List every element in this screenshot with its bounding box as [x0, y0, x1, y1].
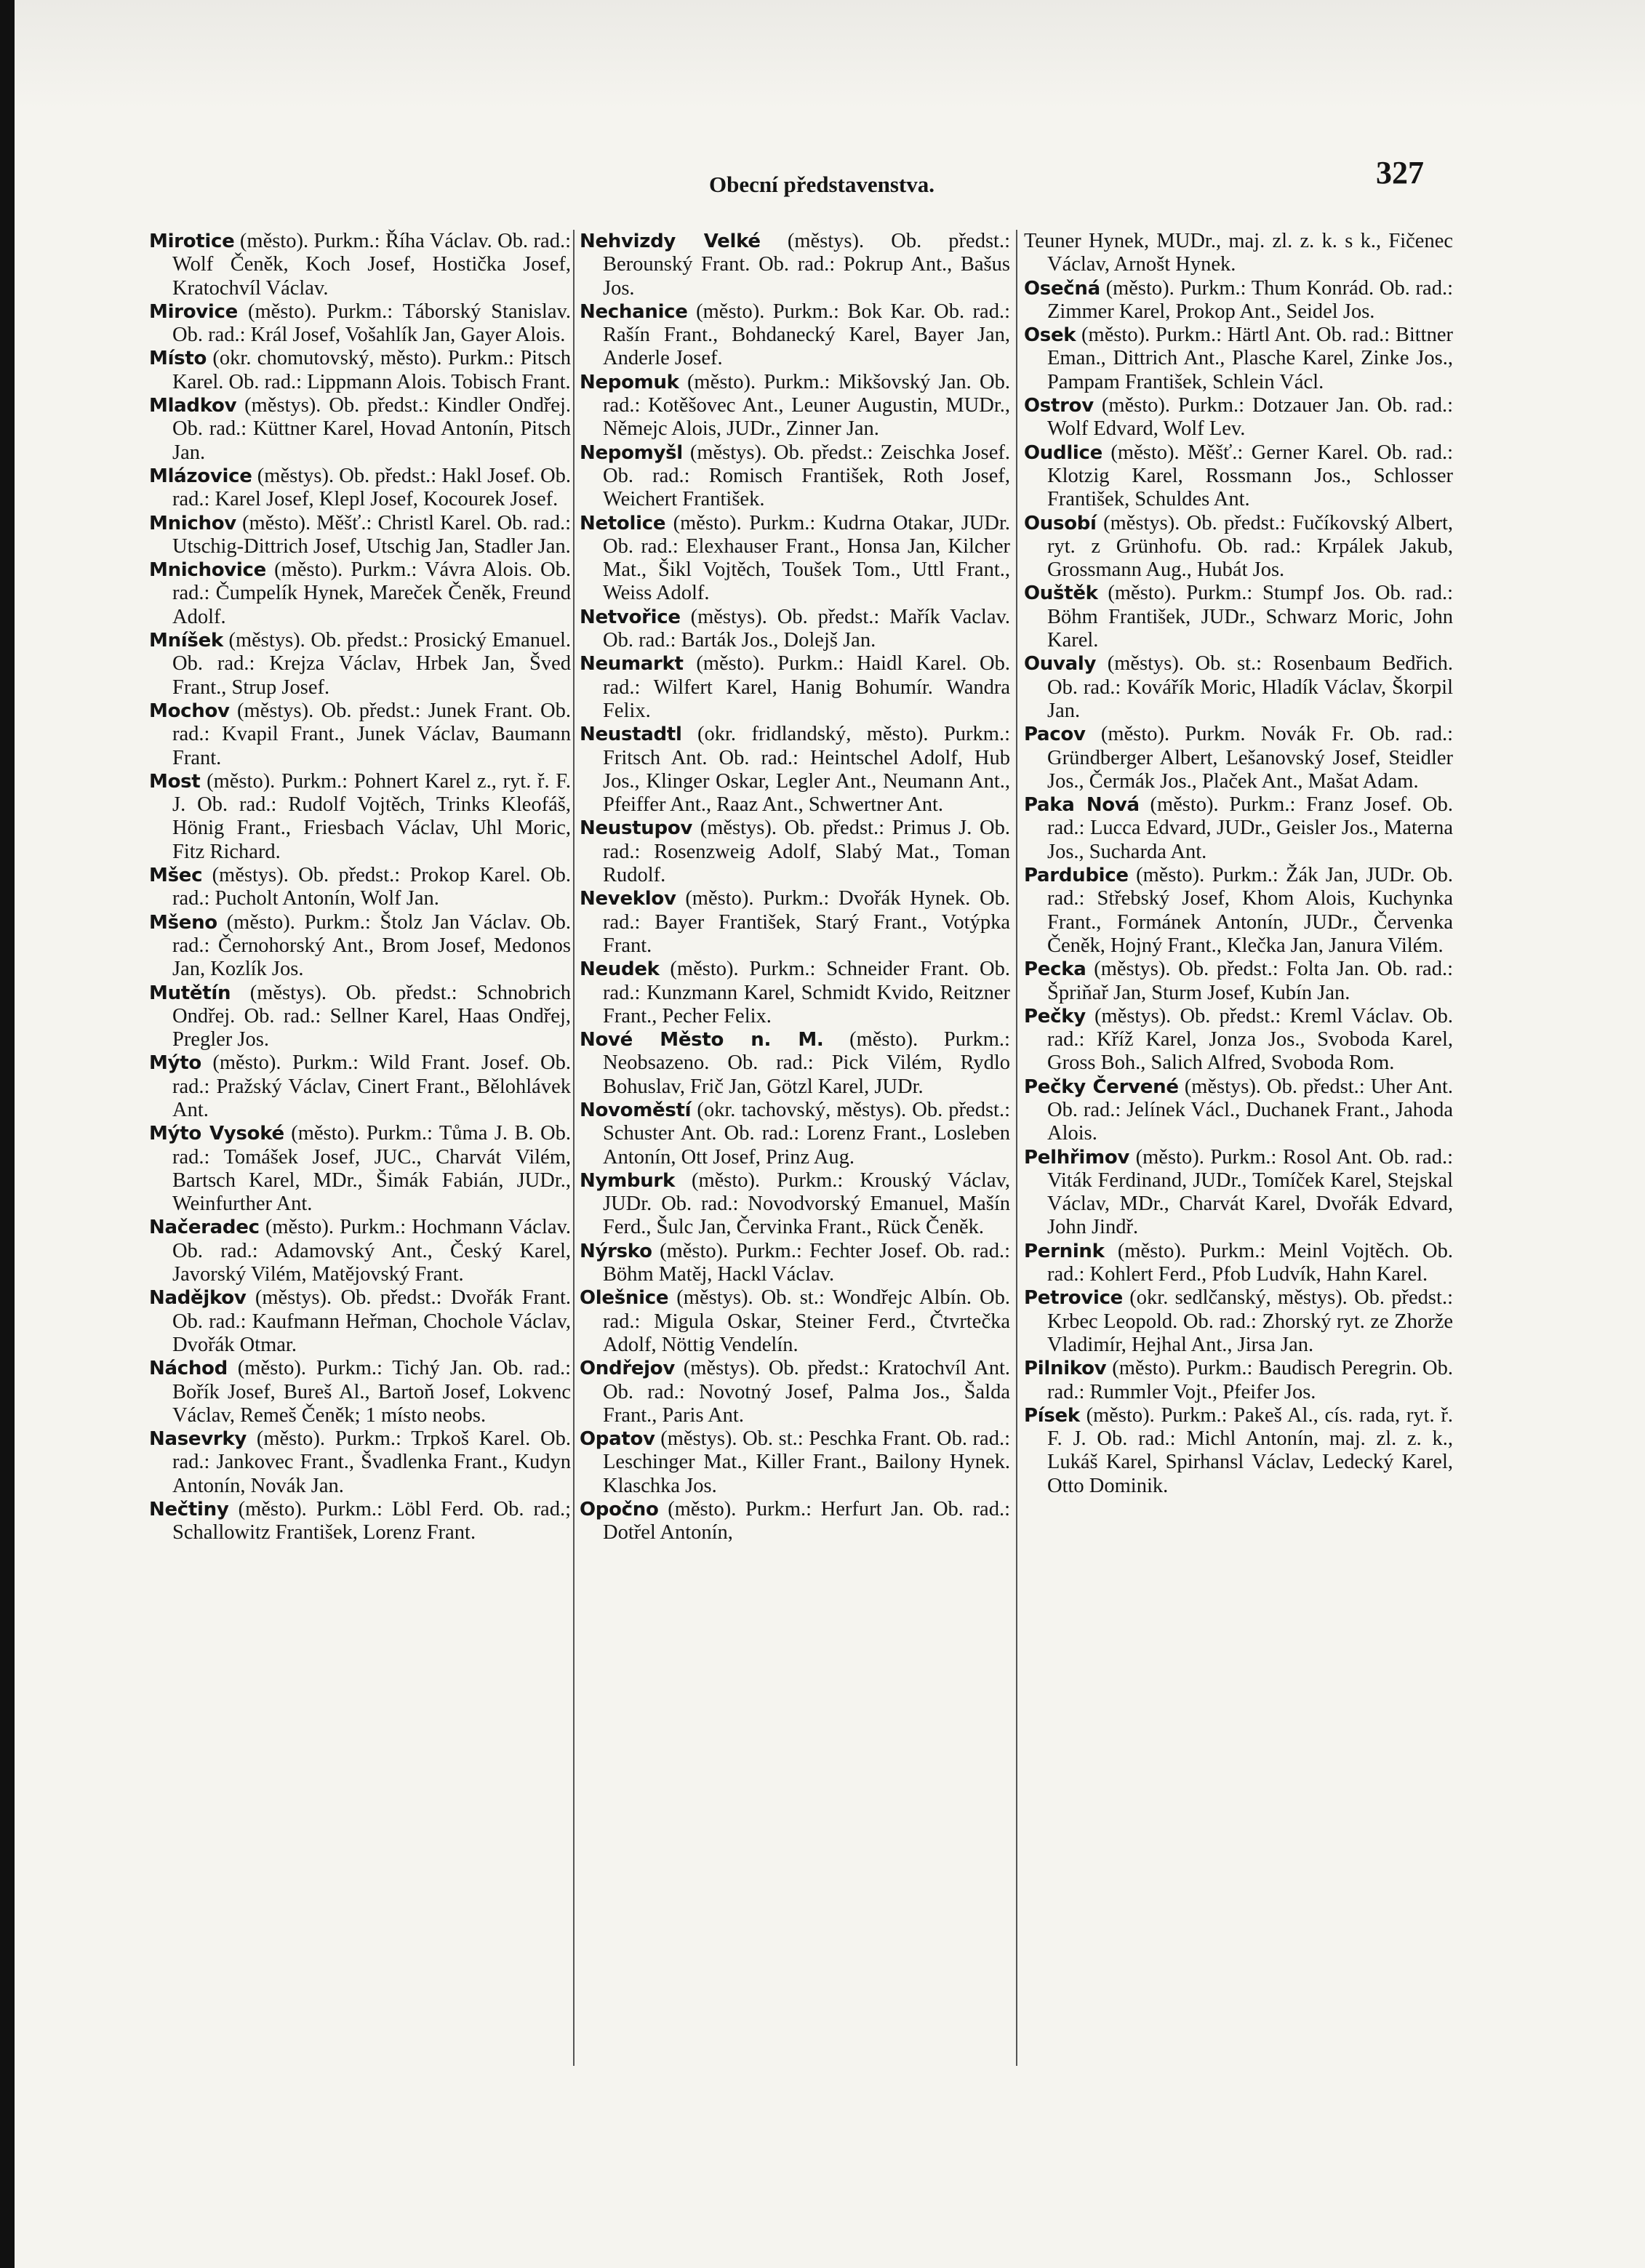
directory-entry [149, 700, 571, 770]
directory-entry [580, 1357, 1010, 1427]
column-2 [580, 230, 1010, 1545]
entry-text: (město). Měšť.: Gerner Karel. Ob. rad.: Klotzig Karel, Rossmann Jos., Schlosser František, Schuldes Ant. [1047, 441, 1453, 511]
directory-entry [1024, 512, 1453, 582]
entry-text: (okr. sedlčanský, městys). Ob. předst.: Krbec Leopold. Ob. rad.: Zhorský ryt. ze Zhorže Vladimír, Hejhal Ant., Jirsa Jan. [1047, 1286, 1453, 1356]
entry-text: (městys). Ob. předst.: Berounský Frant. Ob. rad.: Pokrup Ant., Bašus Jos. [603, 230, 1010, 300]
entry-text: (město). Purkm.: Dotzauer Jan. Ob. rad.: Wolf Edvard, Wolf Lev. [1047, 394, 1453, 441]
entry-text: (město). Purkm.: Haidl Karel. Ob. rad.: Wilfert Karel, Hanig Bohumír. Wandra Felix. [603, 652, 1010, 722]
place-name: Mnichov [149, 512, 236, 534]
entry-text: (město). Purkm.: Franz Josef. Ob. rad.: Lucca Edvard, JUDr., Geisler Jos., Materna Jos., Sucharda Ant. [1047, 793, 1453, 863]
place-name: Nasevrky [149, 1428, 247, 1451]
directory-entry [149, 864, 571, 911]
entry-text: (město). Purkm.: Říha Václav. Ob. rad.: Wolf Čeněk, Koch Josef, Hostička Josef, Kratochvíl Václav. [172, 230, 571, 300]
directory-entry [1024, 1146, 1453, 1240]
entry-text: (městys). Ob. st.: Wondřejc Albín. Ob. rad.: Migula Oskar, Steiner Ferd., Čtvrtečka Adolf, Nöttig Vendelín. [603, 1286, 1010, 1356]
directory-entry [580, 300, 1010, 371]
entry-text: (město). Purkm.: Bok Kar. Ob. rad.: Rašín Frant., Bohdanecký Karel, Bayer Jan, Anderle Josef. [603, 300, 1010, 370]
entry-text: (městys). Ob. předst.: Zeischka Josef. Ob. rad.: Romisch František, Roth Josef, Weichert František. [603, 441, 1010, 511]
place-name: Olešnice [580, 1287, 669, 1310]
place-name: Pacov [1024, 724, 1086, 746]
directory-entry [149, 230, 571, 300]
entry-text: Teuner Hynek, MUDr., maj. zl. z. k. s k., Fičenec Václav, Arnošt Hynek. [1024, 230, 1453, 276]
place-name: Osek [1024, 324, 1076, 347]
directory-entry [580, 441, 1010, 512]
column-1 [149, 230, 571, 1545]
entry-text: (město). Purkm.: Stumpf Jos. Ob. rad.: Böhm František, JUDr., Schwarz Moric, John Karel. [1047, 582, 1453, 652]
directory-entry [580, 887, 1010, 958]
place-name: Ostrov [1024, 395, 1094, 417]
entry-text: (městys). Ob. předst.: Prokop Karel. Ob. rad.: Pucholt Antonín, Wolf Jan. [172, 864, 571, 910]
directory-entry [149, 347, 571, 394]
place-name: Místo [149, 348, 207, 370]
directory-entry [149, 629, 571, 700]
place-name: Ousobí [1024, 512, 1097, 534]
place-name: Pelhřimov [1024, 1146, 1130, 1169]
directory-entry [1024, 1075, 1453, 1146]
entry-text: (městys). Ob. st.: Peschka Frant. Ob. rad.: Leschinger Mat., Killer Frant., Bailony Hynek. Klaschka Jos. [603, 1427, 1010, 1497]
directory-entry [1024, 1404, 1453, 1498]
entry-text: (městys). Ob. předst.: Kindler Ondřej. Ob. rad.: Küttner Karel, Hovad Antonín, Pitsch Jan. [172, 394, 571, 464]
column-divider [1016, 230, 1017, 2066]
place-name: Neudek [580, 958, 660, 981]
place-name: Opočno [580, 1499, 659, 1521]
directory-entry [149, 1122, 571, 1216]
place-name: Novoměstí [580, 1099, 692, 1121]
place-name: Pečky [1024, 1005, 1086, 1027]
directory-entry [149, 1051, 571, 1122]
entry-text: (město). Purkm.: Meinl Vojtěch. Ob. rad.: Kohlert Ferd., Pfob Ludvík, Hahn Karel. [1047, 1239, 1453, 1286]
entry-text: (město). Purkm.: Dvořák Hynek. Ob. rad.: Bayer František, Starý Frant., Votýpka Frant. [603, 887, 1010, 957]
directory-entry [580, 652, 1010, 723]
directory-entry [580, 1498, 1010, 1545]
place-name: Pernink [1024, 1240, 1105, 1262]
place-name: Mutětín [149, 982, 231, 1004]
directory-entry [1024, 793, 1453, 864]
directory-entry [1024, 723, 1453, 793]
entry-text: (okr. tachovský, městys). Ob. předst.: Schuster Ant. Ob. rad.: Lorenz Frant., Losleben Antonín, Ott Josef, Prinz Aug. [603, 1098, 1010, 1169]
place-name: Neumarkt [580, 653, 684, 676]
entry-text: (město). Purkm.: Táborský Stanislav. Ob. rad.: Král Josef, Vošahlík Jan, Gayer Alois. [172, 300, 571, 347]
directory-entry [149, 982, 571, 1052]
place-name: Ouštěk [1024, 582, 1098, 605]
directory-entry [1024, 582, 1453, 652]
directory-entry [149, 558, 571, 629]
entry-text: (městys). Ob. předst.: Kratochvíl Ant. Ob. rad.: Novotný Josef, Palma Jos., Šalda Frant., Paris Ant. [603, 1357, 1010, 1427]
entry-text: (městys). Ob. předst.: Uher Ant. Ob. rad.: Jelínek Václ., Duchanek Frant., Jahoda Alois. [1047, 1075, 1454, 1145]
entry-text: (město). Purkm.: Pohnert Karel z., ryt. ř. F. J. Ob. rad.: Rudolf Vojtěch, Trinks Kleofáš, Hönig Frant., Friesbach Václav, Uhl Moric, Fitz Richard. [172, 769, 571, 863]
entry-text: (město). Purkm.: Tichý Jan. Ob. rad.: Bořík Josef, Bureš Al., Bartoň Josef, Lokvenc Václav, Remeš Čeněk; 1 místo neobs. [172, 1357, 571, 1427]
directory-entry [1024, 441, 1453, 512]
entry-text: (městys). Ob. předst.: Folta Jan. Ob. rad.: Špriňař Jan, Sturm Josef, Kubín Jan. [1047, 958, 1453, 1004]
directory-entry [1024, 1357, 1453, 1404]
place-name: Načeradec [149, 1217, 260, 1239]
directory-entry [580, 512, 1010, 606]
column-divider [573, 230, 575, 2066]
entry-text: (městys). Ob. předst.: Junek Frant. Ob. rad.: Kvapil Frant., Junek Václav, Baumann Frant. [172, 699, 571, 769]
entry-text: (městys). Ob. předst.: Dvořák Frant. Ob. rad.: Kaufmann Heřman, Chochole Václav, Dvořák Otmar. [172, 1286, 571, 1356]
entry-text: (město). Purkm.: Mikšovský Jan. Ob. rad.: Kotěšovec Ant., Leuner Augustin, MUDr., Němejc Alois, JUDr., Zinner Jan. [603, 370, 1010, 441]
directory-entry [149, 1427, 571, 1498]
entry-text: (město). Purkm.: Härtl Ant. Ob. rad.: Bittner Eman., Dittrich Ant., Plasche Karel, Zinke Jos., Pampam František, Schlein Václ. [1047, 324, 1453, 393]
directory-entry [580, 230, 1010, 300]
place-name: Náchod [149, 1358, 228, 1380]
scan-edge [0, 0, 15, 2268]
directory-entry [149, 512, 571, 559]
entry-text: (město). Měšť.: Christl Karel. Ob. rad.: Utschig-Dittrich Josef, Utschig Jan, Stadler Jan. [172, 511, 571, 558]
place-name: Pecka [1024, 958, 1086, 981]
entry-text: (město). Purkm.: Hochmann Václav. Ob. rad.: Adamovský Ant., Český Karel, Javorský Vilém, Matějovský Frant. [172, 1216, 571, 1286]
entry-text: (město). Purkm.: Kudrna Otakar, JUDr. Ob. rad.: Elexhauser Frant., Honsa Jan, Kilcher Mat., Šikl Vojtěch, Toušek Tom., Uttl Frant., Weiss Adolf. [603, 511, 1010, 605]
entry-text: (město). Purkm.: Baudisch Peregrin. Ob. rad.: Rummler Vojt., Pfeifer Jos. [1047, 1357, 1453, 1403]
place-name: Neustupov [580, 817, 693, 840]
place-name: Nečtiny [149, 1499, 229, 1521]
place-name: Opatov [580, 1428, 655, 1451]
place-name: Nechanice [580, 300, 688, 323]
place-name: Petrovice [1024, 1287, 1124, 1310]
directory-entry [580, 723, 1010, 817]
place-name: Netolice [580, 512, 666, 534]
entry-text: (město). Purkm.: Neobsazeno. Ob. rad.: Pick Vilém, Rydlo Bohuslav, Frič Jan, Götzl Karel, JUDr. [603, 1028, 1010, 1098]
place-name: Mladkov [149, 395, 237, 417]
place-name: Mirotice [149, 231, 235, 252]
directory-entry [580, 1028, 1010, 1099]
place-name: Pardubice [1024, 865, 1129, 887]
directory-entry [580, 1099, 1010, 1169]
entry-text: (město). Purkm. Novák Fr. Ob. rad.: Gründberger Albert, Lešanovský Josef, Steidler Jos., Čermák Jos., Plaček Ant., Mašat Adam. [1047, 723, 1453, 793]
entry-text: (okr. fridlandský, město). Purkm.: Fritsch Ant. Ob. rad.: Heintschel Adolf, Hub Jos., Klinger Oskar, Legler Ant., Neumann Ant., Pfeiffer Ant., Raaz Ant., Schwertner Ant. [603, 723, 1010, 817]
place-name: Osečná [1024, 277, 1100, 300]
entry-text: (městys). Ob. předst.: Schnobrich Ondřej. Ob. rad.: Sellner Karel, Haas Ondřej, Pregler Jos. [172, 981, 571, 1051]
entry-text: (městys). Ob. předst.: Hakl Josef. Ob. rad.: Karel Josef, Klepl Josef, Kocourek Josef. [172, 464, 571, 511]
page-title: Obecní představenstva. [709, 172, 934, 197]
directory-entry [149, 300, 571, 348]
place-name: Mšeno [149, 911, 217, 934]
directory-entry [1024, 394, 1453, 441]
entry-text: (město). Purkm.: Löbl Ferd. Ob. rad.; Schallowitz František, Lorenz Frant. [172, 1498, 571, 1544]
entry-text: (město). Purkm.: Rosol Ant. Ob. rad.: Viták Ferdinand, JUDr., Tomíček Karel, Stejskal Václav, MDr., Charvát Karel, Dvořák Edvard, John Jindř. [1047, 1145, 1453, 1239]
place-name: Nýrsko [580, 1240, 652, 1262]
directory-entry [580, 606, 1010, 653]
place-name: Mýto [149, 1052, 201, 1075]
directory-entry [149, 394, 571, 465]
directory-entry [1024, 1286, 1453, 1357]
entry-text: (městys). Ob. předst.: Prosický Emanuel. Ob. rad.: Krejza Václav, Hrbek Jan, Šved Frant., Strup Josef. [172, 629, 571, 699]
directory-entry [1024, 958, 1453, 1005]
entry-text: (městys). Ob. předst.: Primus J. Ob. rad.: Rosenzweig Adolf, Slabý Mat., Toman Rudolf. [603, 817, 1010, 887]
entry-text: (město). Purkm.: Štolz Jan Václav. Ob. rad.: Černohorský Ant., Brom Josef, Medonos Jan, Kozlík Jos. [172, 910, 571, 981]
place-name: Mnichovice [149, 559, 266, 582]
directory-entry [149, 465, 571, 512]
directory-entry [149, 770, 571, 864]
place-name: Ouvaly [1024, 653, 1097, 676]
directory-entry [149, 1357, 571, 1427]
place-name: Mirovice [149, 300, 238, 323]
place-name: Mýto Vysoké [149, 1123, 284, 1145]
directory-entry [1024, 324, 1453, 394]
entry-text: (město). Purkm.: Trpkoš Karel. Ob. rad.: Jankovec Frant., Švadlenka Frant., Kudyn Antonín, Novák Jan. [172, 1427, 571, 1497]
directory-entry [149, 1286, 571, 1357]
place-name: Nehvizdy Velké [580, 231, 761, 252]
directory-entry [1024, 652, 1453, 723]
entry-text: (město). Purkm.: Vávra Alois. Ob. rad.: Čumpelík Hynek, Mareček Čeněk, Freund Adolf. [172, 558, 571, 628]
entry-text: (město). Purkm.: Tůma J. B. Ob. rad.: Tomášek Josef, JUC., Charvát Vilém, Bartsch Karel, MDr., Šimák Fabián, JUDr., Weinfurther Ant. [172, 1122, 571, 1216]
place-name: Písek [1024, 1404, 1080, 1427]
entry-text: (okr. chomutovský, město). Purkm.: Pitsch Karel. Ob. rad.: Lippmann Alois. Tobisch Frant. [172, 347, 571, 393]
page-number: 327 [1376, 155, 1424, 191]
column-3 [1024, 230, 1453, 1498]
place-name: Mochov [149, 700, 230, 722]
place-name: Mlázovice [149, 465, 252, 487]
directory-entry [1024, 277, 1453, 324]
entry-text: (město). Purkm.: Fechter Josef. Ob. rad.: Böhm Matěj, Hackl Václav. [603, 1239, 1010, 1286]
entry-text: (město). Purkm.: Schneider Frant. Ob. rad.: Kunzmann Karel, Schmidt Kvido, Reitzner Frant., Pecher Felix. [603, 958, 1010, 1027]
directory-entry [580, 371, 1010, 441]
directory-entry [149, 1498, 571, 1545]
entry-text: (město). Purkm.: Žák Jan, JUDr. Ob. rad.: Střebský Josef, Khom Alois, Kuchynka Frant., Formánek Antonín, JUDr., Červenka Čeněk, Hojný Frant., Klečka Jan, Janura Vilém. [1047, 864, 1453, 957]
directory-entry [1024, 864, 1453, 958]
place-name: Paka Nová [1024, 794, 1140, 817]
directory-entry [580, 1286, 1010, 1357]
directory-entry [580, 1169, 1010, 1240]
entry-text: (město). Purkm.: Krouský Václav, JUDr. Ob. rad.: Novodvorský Emanuel, Mašín Ferd., Šulc Jan, Červinka Frant., Rück Čeněk. [603, 1169, 1010, 1239]
directory-entry [1024, 230, 1453, 277]
entry-text: (město). Purkm.: Pakeš Al., cís. rada, ryt. ř. F. J. Ob. rad.: Michl Antonín, maj. zl. z. k., Lukáš Karel, Spirhansl Václav, Ledecký Karel, Otto Dominik. [1047, 1403, 1453, 1497]
entry-text: (město). Purkm.: Herfurt Jan. Ob. rad.: Dotřel Antonín, [603, 1498, 1010, 1544]
directory-entry [149, 911, 571, 982]
scan-shadow [15, 0, 1645, 109]
directory-entry [149, 1216, 571, 1286]
entry-text: (městys). Ob. předst.: Fučíkovský Albert, ryt. z Grünhofu. Ob. rad.: Krpálek Jakub, Grossmann Aug., Hubát Jos. [1047, 511, 1453, 582]
place-name: Neveklov [580, 888, 676, 910]
place-name: Mšec [149, 865, 203, 887]
place-name: Most [149, 770, 201, 793]
entry-text: (město). Purkm.: Thum Konrád. Ob. rad.: Zimmer Karel, Prokop Ant., Seidel Jos. [1047, 276, 1453, 323]
entry-text: (městys). Ob. předst.: Kreml Václav. Ob. rad.: Kříž Karel, Jonza Jos., Svoboda Karel, Gross Boh., Salich Alfred, Svoboda Rom. [1047, 1004, 1453, 1075]
place-name: Nadějkov [149, 1287, 247, 1310]
entry-text: (městys). Ob. st.: Rosenbaum Bedřich. Ob. rad.: Kovářík Moric, Hladík Václav, Škorpil Jan. [1047, 652, 1453, 722]
place-name: Pečky Červené [1024, 1075, 1179, 1098]
place-name: Pilnikov [1024, 1358, 1107, 1380]
place-name: Neustadtl [580, 724, 682, 746]
place-name: Nymburk [580, 1169, 675, 1192]
place-name: Nové Město n. M. [580, 1029, 824, 1051]
entry-text: (městys). Ob. předst.: Mařík Vaclav. Ob. rad.: Barták Jos., Dolejš Jan. [603, 605, 1010, 652]
entry-text: (město). Purkm.: Wild Frant. Josef. Ob. rad.: Pražský Václav, Cinert Frant., Bělohlávek Ant. [172, 1051, 571, 1121]
place-name: Nepomuk [580, 371, 679, 393]
place-name: Ondřejov [580, 1358, 676, 1380]
place-name: Oudlice [1024, 441, 1102, 464]
directory-entry [1024, 1005, 1453, 1075]
directory-entry [580, 1427, 1010, 1498]
place-name: Mníšek [149, 630, 223, 652]
place-name: Netvořice [580, 606, 681, 628]
directory-entry [580, 817, 1010, 887]
directory-entry [580, 1240, 1010, 1287]
place-name: Nepomyšl [580, 441, 683, 464]
directory-entry [1024, 1240, 1453, 1287]
directory-entry [580, 958, 1010, 1028]
